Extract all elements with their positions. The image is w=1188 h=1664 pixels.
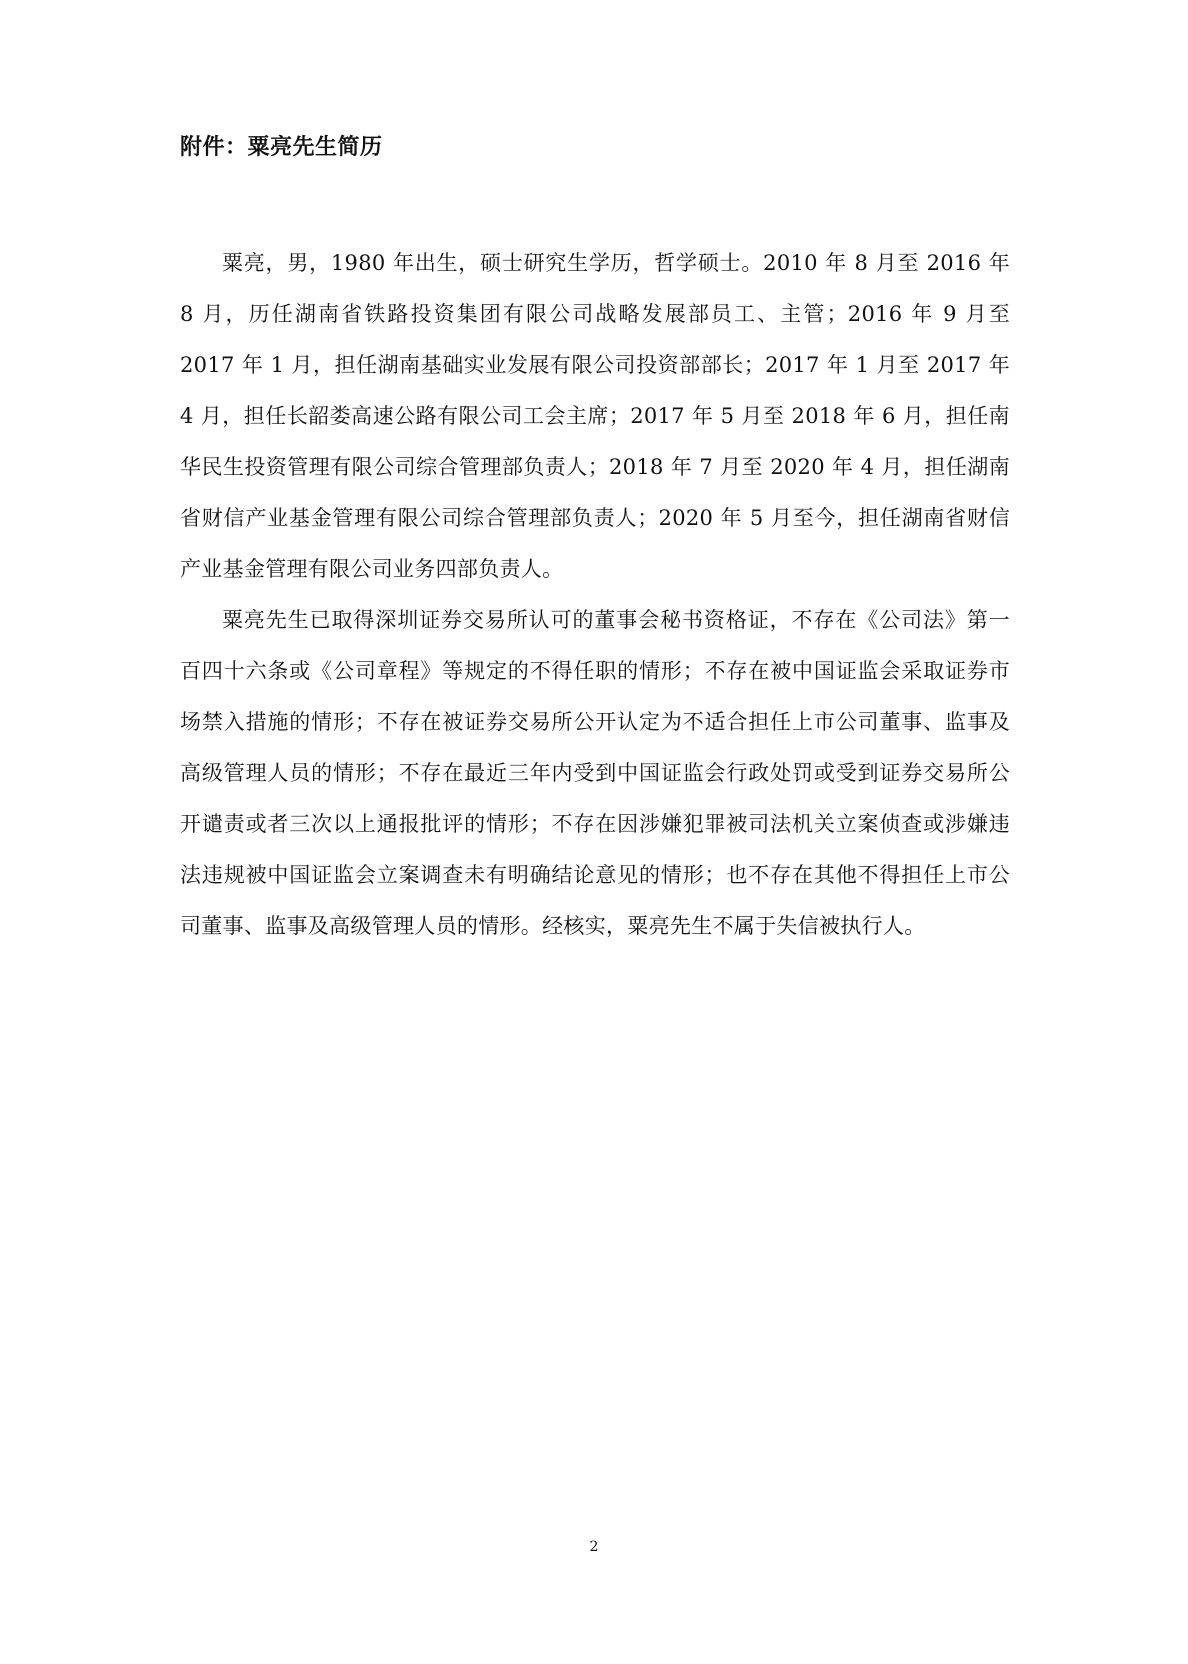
document-title: 附件：粟亮先生简历 <box>180 135 383 160</box>
document-body <box>180 238 1010 952</box>
biography-paragraph: 粟亮，男，1980 年出生，硕士研究生学历，哲学硕士。2010 年 8 月至 2016 年 8 月，历任湖南省铁路投资集团有限公司战略发展部员工、主管；2016 年 9 月至 2017 年 1 月，担任湖南基础实业发展有限公司投资部部长；2017 年 1 月至 2017 年 4 月，担任长韶娄高速公路有限公司工会主席；2017 年 5 月至 2018 年 6 月，担任南华民生投资管理有限公司综合管理部负责人；2018 年 7 月至 2020 年 4 月，担任湖南省财信产业基金管理有限公司综合管理部负责人；2020 年 5 月至今，担任湖南省财信产业基金管理有限公司业务四部负责人。 <box>180 251 1010 581</box>
page-number: 2 <box>589 1539 599 1555</box>
document-content <box>180 132 1010 952</box>
qualification-paragraph: 粟亮先生已取得深圳证券交易所认可的董事会秘书资格证，不存在《公司法》第一百四十六条或《公司章程》等规定的不得任职的情形；不存在被中国证监会采取证券市场禁入措施的情形；不存在被证券交易所公开认定为不适合担任上市公司董事、监事及高级管理人员的情形；不存在最近三年内受到中国证监会行政处罚或受到证券交易所公开谴责或者三次以上通报批评的情形；不存在因涉嫌犯罪被司法机关立案侦查或涉嫌违法违规被中国证监会立案调查未有明确结论意见的情形；也不存在其他不得担任上市公司董事、监事及高级管理人员的情形。经核实，粟亮先生不属于失信被执行人。 <box>180 608 1010 938</box>
